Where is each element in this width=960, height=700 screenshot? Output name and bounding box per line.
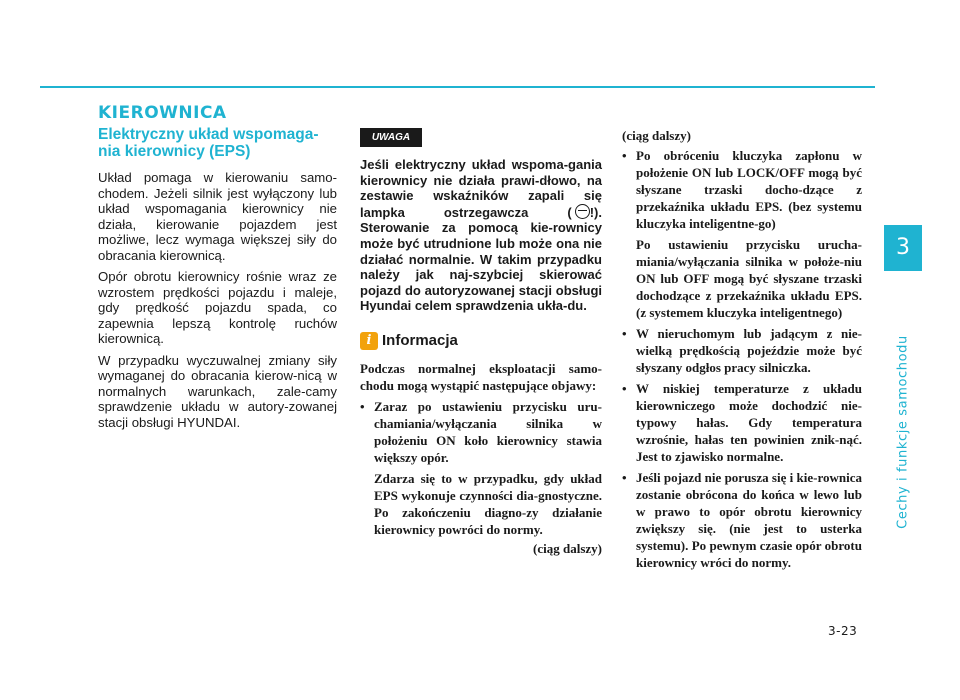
list-item: • Po obróceniu kluczyka zapłonu w położenie ON lub LOCK/OFF mogą być słyszane trzaski docho-dzące z przekaźnika układu EPS. (bez systemu kluczyka inteligentne-go) <box>622 147 862 232</box>
chapter-title: Cechy i funkcje samochodu <box>895 335 911 529</box>
steering-warning-icon <box>575 204 590 219</box>
info-intro: Podczas normalnej eksploatacji samo-chodu mogą wystąpić następujące objawy: <box>360 360 602 393</box>
list-item: • Zaraz po ustawieniu przycisku uru-chamiania/wyłączania silnika w położeniu ON koło kierownicy stawia większy opór. <box>360 398 602 466</box>
sub-paragraph: Po ustawieniu przycisku urucha-miania/wyłączania silnika w położe-niu ON lub OFF mogą być słyszane trzaski dochodzące z przekaźnika układu EPS. (z systemem kluczyka inteligentnego) <box>636 237 862 320</box>
warning-text-part: ). Sterowanie za pomocą kie-rownicy może być utrudnione lub może ona nie działać normalnie. W takim przypadku należy jak naj-szybciej skierować pojazd do autoryzowanej stacji obsługi Hyundai celem sprawdzenia ukła-du. <box>360 204 602 314</box>
info-header <box>360 332 602 352</box>
list-item: • W nieruchomym lub jadącym z nie-wielką prędkością pojeździe może być słyszany odgłos pracy silniczka. <box>622 325 862 376</box>
warning-icon-suffix: ! <box>589 204 595 220</box>
column-eps <box>98 127 337 436</box>
paragraph: Opór obrotu kierownicy rośnie wraz ze wzrostem prędkości pojazdu i maleje, gdy prędkość pojazdu spada, co zapewnia lepszą kontrolę ruchów kierownicą. <box>98 269 337 346</box>
info-sub-paragraph: Zdarza się to w przypadku, gdy układ EPS wykonuje czynności dia-gnostyczne. Po zakończeniu diagno-zy działanie kierownicy powróci do normy. <box>374 470 602 537</box>
continued-label: (ciąg dalszy) <box>622 128 691 143</box>
list-item: • Jeśli pojazd nie porusza się i kie-rownica zostanie obrócona do końca w lewo lub w prawo to opór obrotu kierownicy zwiększy się. (nie jest to usterka systemu). Po pewnym czasie opór obrotu kierownicy wróci do normy. <box>622 469 862 571</box>
page-number: 3-23 <box>828 624 858 638</box>
warning-text <box>360 157 602 314</box>
subheading-eps: Elektryczny układ wspomaga-nia kierownicy (EPS) <box>98 126 319 160</box>
column-warning-info <box>360 127 602 557</box>
section-title: KIEROWNICA <box>98 103 227 123</box>
chapter-tab: 3 <box>884 225 922 271</box>
top-rule <box>40 86 875 88</box>
info-title: Informacja <box>382 332 458 350</box>
info-icon: i <box>360 332 378 350</box>
info-bullet-list <box>360 398 602 466</box>
continued-label: (ciąg dalszy) <box>533 540 602 556</box>
paragraph: W przypadku wyczuwalnej zmiany siły wymaganej do obracania kierow-nicą w normalnych warunkach, zale-camy sprawdzenie układu w autory-zowanej stacji obsługi HYUNDAI. <box>98 352 337 430</box>
warning-text-part: Jeśli elektryczny układ wspoma-gania kierownicy nie działa prawi-dłowo, na zestawie wskaźników zapali się lampka ostrzegawcza ( <box>360 157 602 220</box>
list-item: • W niskiej temperaturze z układu kierowniczego może dochodzić nie-typowy hałas. Gdy temperatura wzrośnie, hałas ten powinien znik-nąć. Jest to zjawisko normalne. <box>622 380 862 465</box>
paragraph: Układ pomaga w kierowaniu samo-chodem. Jeżeli silnik jest wyłączony lub układ wspomagania kierownicy nie działa, kierowanie pojazdem jest możliwe, lecz wymaga większej siły do obracania kierownicą. <box>98 170 337 263</box>
continued-bullet-list <box>622 325 862 571</box>
column-continued <box>622 127 862 575</box>
continued-bullet-list <box>622 147 862 232</box>
warning-badge: UWAGA <box>360 128 422 147</box>
